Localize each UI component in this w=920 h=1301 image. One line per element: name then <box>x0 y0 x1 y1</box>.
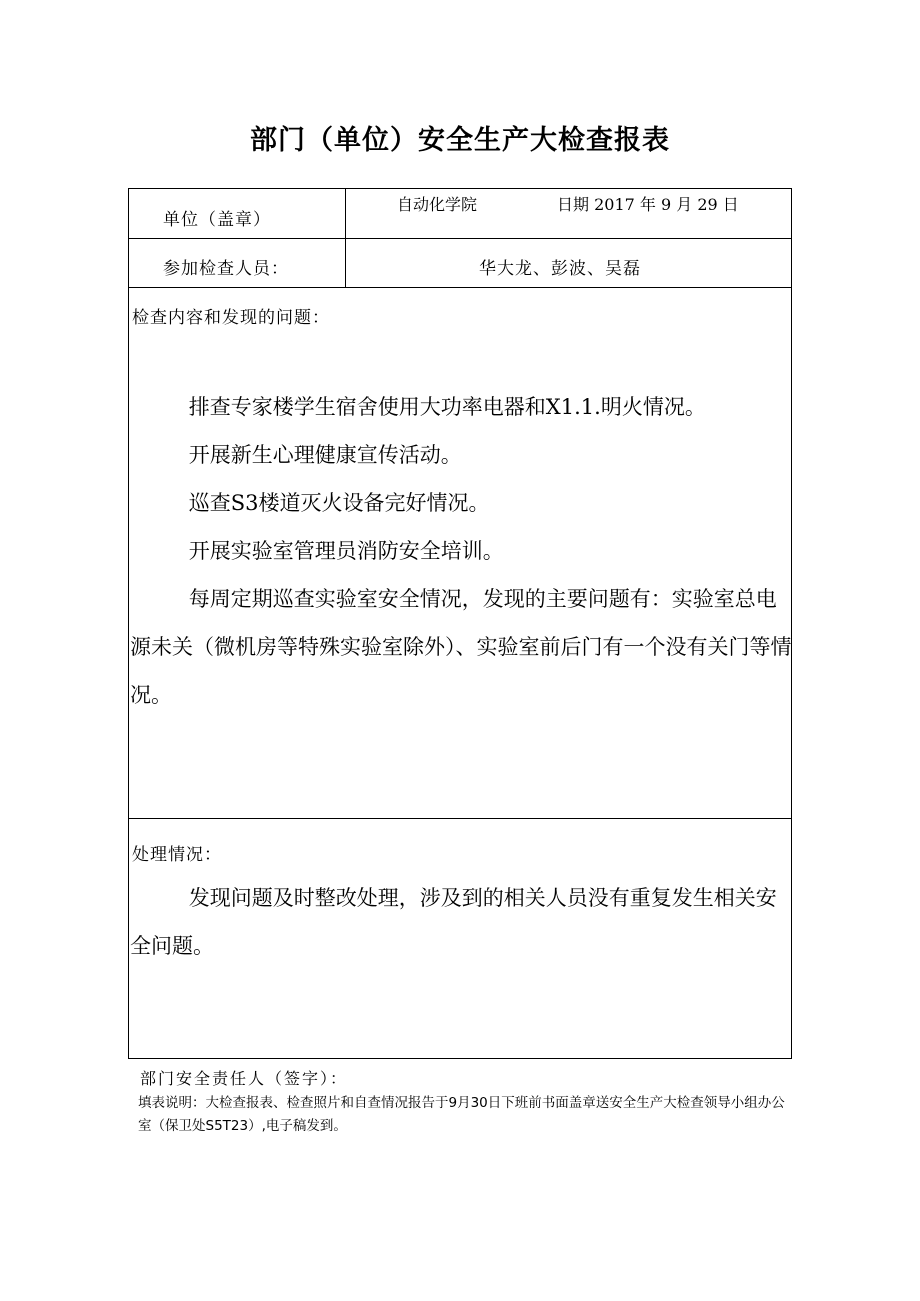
row-divider <box>129 238 791 239</box>
inspection-item: 巡查S3楼道灭火设备完好情况。 <box>188 491 490 515</box>
unit-value: 自动化学院 <box>397 195 478 214</box>
handling-label: 处理情况： <box>132 845 222 865</box>
date-value: 日期 2017 年 9 月 29 日 <box>557 195 739 214</box>
handling-content <box>130 874 792 970</box>
inspectors-value: 华大龙、彭波、吴磊 <box>479 259 641 279</box>
inspection-item: 开展新生心理健康宣传活动。 <box>188 443 462 467</box>
inspection-label: 检查内容和发现的问题： <box>132 308 330 328</box>
form-instructions: 填表说明：大检查报表、检查照片和自查情况报告于9月30日下班前书面盖章送安全生产大检查领导小组办公室（保卫处S5T23）,电子稿发到。 <box>138 1095 785 1134</box>
row-divider <box>129 818 791 819</box>
report-table <box>128 188 792 1059</box>
responsible-signature-label: 部门安全责任人（签字）： <box>140 1069 349 1088</box>
inspection-item: 每周定期巡查实验室安全情况，发现的主要问题有：实验室总电源未关（微机房等特殊实验室除外）、实验室前后门有一个没有关门等情况。 <box>130 587 792 707</box>
page-title: 部门（单位）安全生产大检查报表 <box>250 125 670 156</box>
row-divider <box>129 287 791 288</box>
inspection-item: 开展实验室管理员消防安全培训。 <box>188 539 504 563</box>
column-divider <box>345 189 346 287</box>
handling-text: 发现问题及时整改处理，涉及到的相关人员没有重复发生相关安全问题。 <box>130 886 777 958</box>
inspection-item: 排查专家楼学生宿舍使用大功率电器和X1.1.明火情况。 <box>188 395 706 419</box>
unit-label: 单位（盖章） <box>163 210 271 230</box>
inspection-content <box>130 383 792 719</box>
inspectors-label: 参加检查人员： <box>163 259 289 279</box>
